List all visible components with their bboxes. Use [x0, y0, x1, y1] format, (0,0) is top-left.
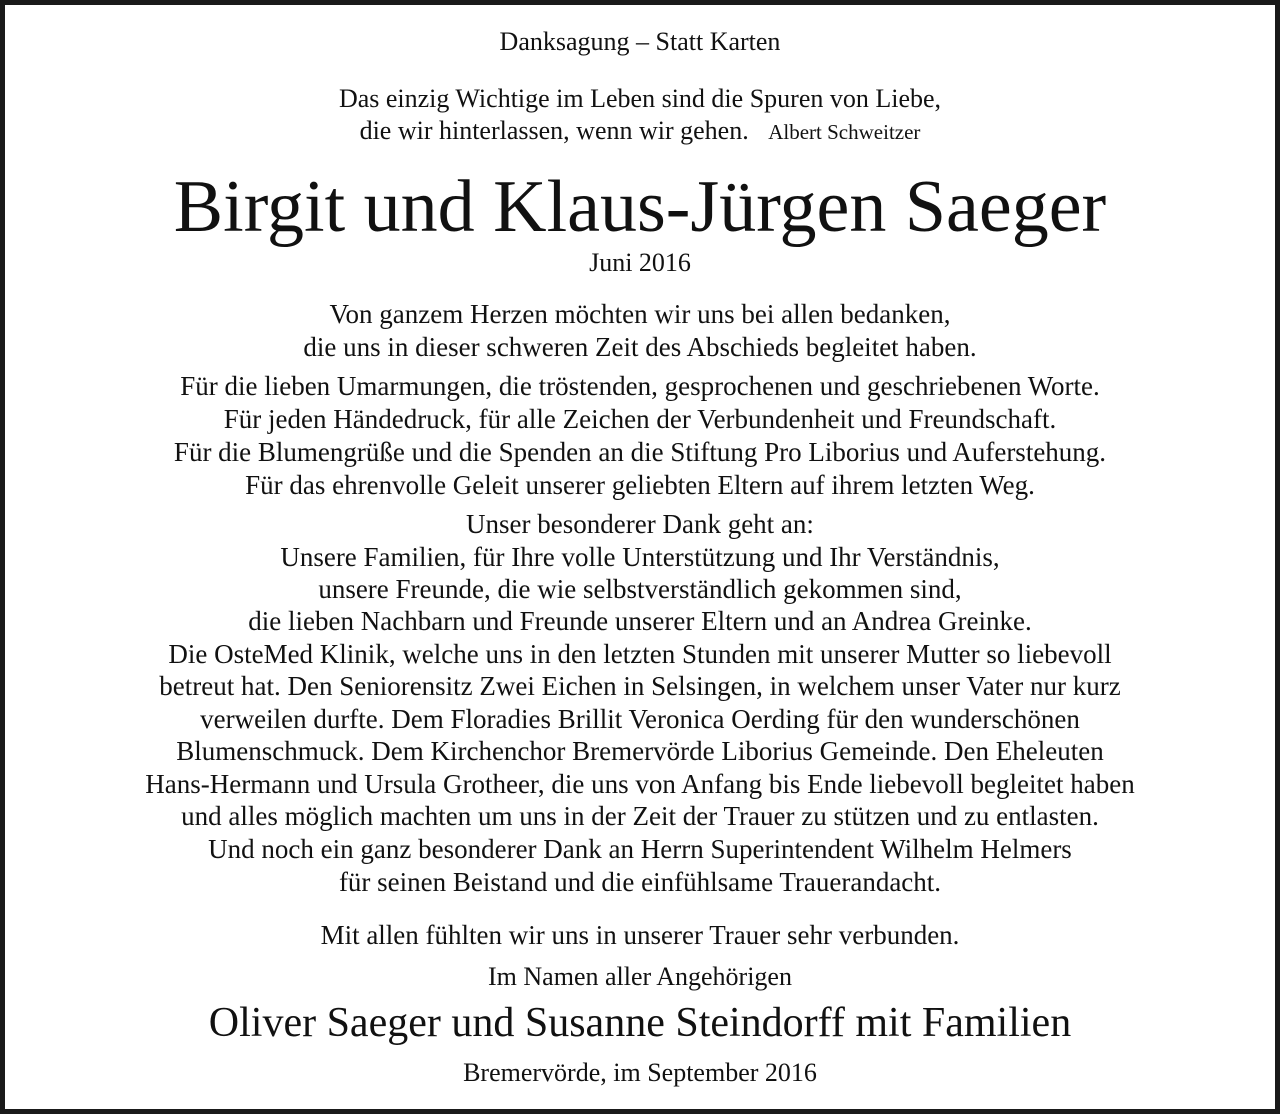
special-thanks-line: Die OsteMed Klinik, welche uns in den letzten Stunden mit unserer Mutter so liebevoll — [168, 639, 1112, 669]
thanks-line: Für jeden Händedruck, für alle Zeichen der Verbundenheit und Freundschaft. — [223, 404, 1057, 434]
special-thanks-line: Blumenschmuck. Dem Kirchenchor Bremervörde Liborius Gemeinde. Den Eheleuten — [176, 736, 1104, 766]
special-thanks-line: für seinen Beistand und die einfühlsame Trauerandacht. — [338, 867, 942, 897]
special-thanks-line: verweilen durfte. Dem Floradies Brillit Veronica Oerding für den wunderschönen — [200, 704, 1080, 734]
intro-line: Von ganzem Herzen möchten wir uns bei allen bedanken, — [329, 299, 951, 329]
special-thanks-line: die lieben Nachbarn und Freunde unserer Eltern und an Andrea Greinke. — [248, 606, 1032, 636]
quote-text: die wir hinterlassen, wenn wir gehen. — [359, 116, 749, 145]
special-thanks-line: Hans-Hermann und Ursula Grotheer, die uns von Anfang bis Ende liebevoll begleitet haben — [145, 769, 1135, 799]
quote-author: Albert Schweitzer — [768, 120, 921, 144]
intro-line: die uns in dieser schweren Zeit des Abschieds begleitet haben. — [303, 332, 977, 362]
signatories: Oliver Saeger und Susanne Steindorff mit Familien — [208, 1000, 1072, 1046]
quote-line — [13, 118, 1267, 144]
thanks-line: Für das ehrenvolle Geleit unserer geliebten Eltern auf ihrem letzten Weg. — [245, 470, 1035, 500]
on-behalf-line: Im Namen aller Angehörigen — [488, 962, 792, 991]
special-thanks-line: betreut hat. Den Seniorensitz Zwei Eichen in Selsingen, in welchem unser Vater nur kurz — [159, 671, 1121, 701]
special-thanks-line: Unsere Familien, für Ihre volle Unterstützung und Ihr Verständnis, — [280, 542, 1000, 572]
special-thanks-line: Und noch ein ganz besonderer Dank an Herrn Superintendent Wilhelm Helmers — [208, 834, 1072, 864]
quote-line: Das einzig Wichtige im Leben sind die Spuren von Liebe, — [338, 84, 942, 113]
deceased-name: Birgit und Klaus-Jürgen Saeger — [173, 166, 1107, 248]
special-thanks-line: unsere Freunde, die wie selbstverständlich gekommen sind, — [318, 574, 962, 604]
closing-line: Mit allen fühlten wir uns in unserer Trauer sehr verbunden. — [320, 920, 960, 950]
death-date: Juni 2016 — [589, 248, 691, 277]
place-date: Bremervörde, im September 2016 — [463, 1058, 817, 1087]
notice-header: Danksagung – Statt Karten — [499, 27, 781, 56]
thanks-line: Für die lieben Umarmungen, die tröstenden, gesprochenen und geschriebenen Worte. — [180, 371, 1100, 401]
thanks-line: Für die Blumengrüße und die Spenden an die Stiftung Pro Liborius und Auferstehung. — [173, 437, 1107, 467]
special-thanks-line: und alles möglich machten um uns in der Zeit der Trauer zu stützen und zu entlasten. — [181, 801, 1099, 831]
special-thanks-line: Unser besonderer Dank geht an: — [466, 509, 814, 539]
